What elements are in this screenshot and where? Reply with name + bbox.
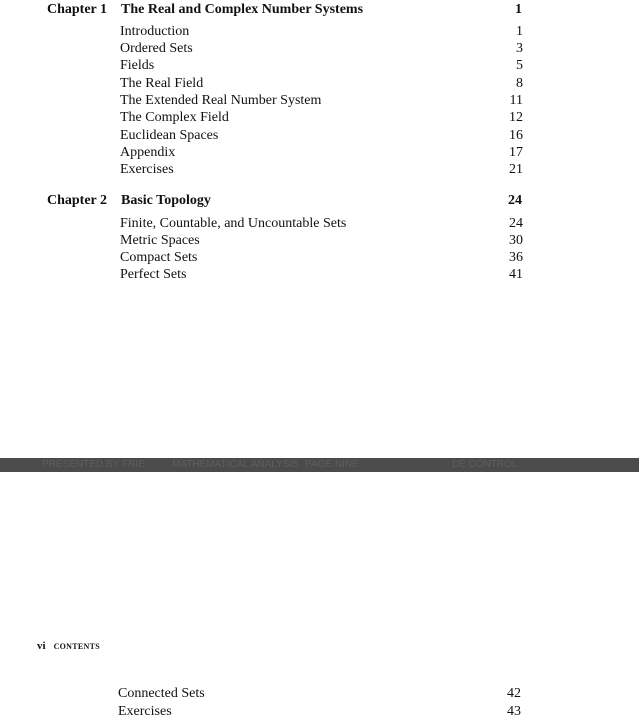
bar-faint-text: MATHEMATICAL ANALYSIS — [172, 459, 299, 470]
entry-page: 43 — [507, 704, 521, 719]
entry-title: Fields — [120, 58, 155, 73]
toc-entry — [120, 24, 523, 41]
entry-title: Exercises — [120, 162, 174, 177]
chapter-2-page: 24 — [508, 193, 522, 208]
entry-page: 1 — [516, 24, 523, 39]
toc-entry — [120, 128, 523, 145]
toc-entry — [120, 41, 523, 58]
page-break-bar — [0, 458, 639, 472]
toc-entry — [120, 76, 523, 93]
toc-entry — [120, 93, 523, 110]
entry-page: 30 — [509, 233, 523, 248]
toc-entry — [120, 233, 523, 250]
entry-title: Connected Sets — [118, 686, 205, 701]
entry-title: The Extended Real Number System — [120, 93, 322, 108]
entry-page: 16 — [509, 128, 523, 143]
chapter-1-page: 1 — [515, 2, 522, 17]
entry-page: 42 — [507, 686, 521, 701]
toc-entry — [120, 145, 523, 162]
entry-title: Appendix — [120, 145, 176, 160]
entry-page: 17 — [509, 145, 523, 160]
chapter-1-title: The Real and Complex Number Systems — [121, 2, 364, 17]
entry-page: 3 — [516, 41, 523, 56]
toc-entry — [120, 162, 523, 179]
entry-page: 8 — [516, 76, 523, 91]
entry-page: 12 — [509, 110, 523, 125]
entry-title: The Complex Field — [120, 110, 229, 125]
bar-faint-text: PRESENTED BY FRIE — [42, 459, 145, 470]
chapter-2-label: Chapter 2 — [47, 193, 108, 208]
entry-page: 36 — [509, 250, 523, 265]
running-head-title: CONTENTS — [53, 642, 100, 651]
entry-page: 11 — [509, 93, 523, 108]
entry-page: 5 — [516, 58, 523, 73]
entry-title: The Real Field — [120, 76, 204, 91]
bar-faint-text: DE CONTROL — [452, 459, 518, 470]
chapter-2-title: Basic Topology — [121, 193, 211, 208]
bar-faint-text: PAGE NINE — [305, 459, 359, 470]
entry-page: 41 — [509, 267, 523, 282]
entry-title: Perfect Sets — [120, 267, 187, 282]
entry-title: Metric Spaces — [120, 233, 200, 248]
toc-entry — [120, 58, 523, 75]
entry-title: Exercises — [118, 704, 172, 719]
toc-entry — [118, 686, 521, 703]
entry-title: Ordered Sets — [120, 41, 193, 56]
running-head — [37, 640, 100, 652]
entry-title: Compact Sets — [120, 250, 198, 265]
toc-entry — [120, 250, 523, 267]
chapter-1-label: Chapter 1 — [47, 2, 108, 17]
entry-page: 24 — [509, 216, 523, 231]
entry-title: Finite, Countable, and Uncountable Sets — [120, 216, 347, 231]
toc-entry — [120, 216, 523, 233]
toc-entry — [120, 267, 523, 284]
entry-page: 21 — [509, 162, 523, 177]
toc-entry — [120, 110, 523, 127]
entry-title: Euclidean Spaces — [120, 128, 219, 143]
entry-title: Introduction — [120, 24, 190, 39]
toc-entry — [118, 704, 521, 721]
page-number: vi — [37, 640, 46, 652]
